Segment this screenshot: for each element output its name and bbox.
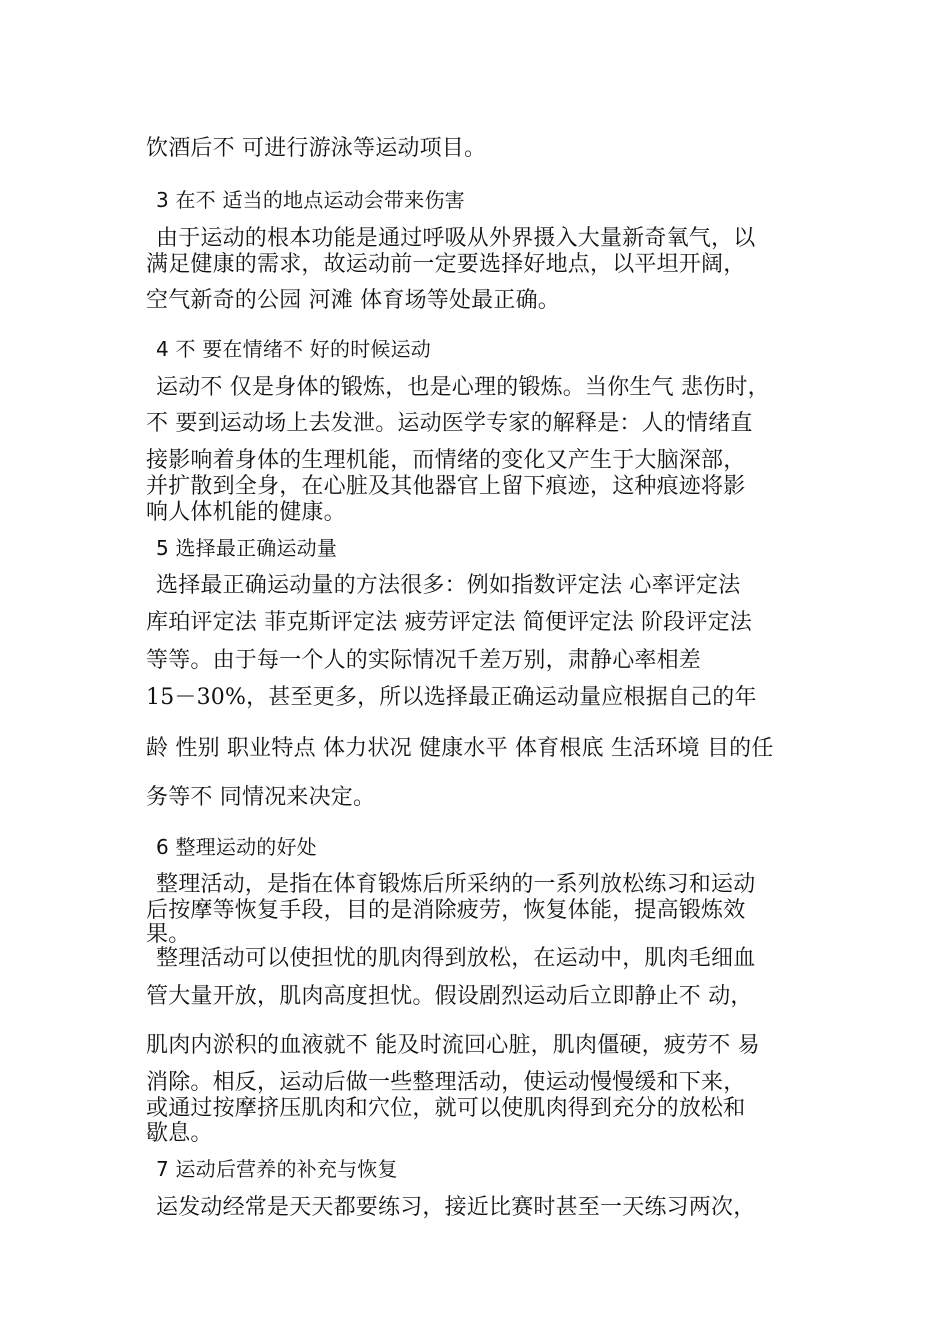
body-text-line: 由于运动的根本功能是通过呼吸从外界摄入大量新奇氧气，以 bbox=[156, 226, 756, 251]
body-text-line: 并扩散到全身，在心脏及其他器官上留下痕迹，这种痕迹将影 bbox=[146, 474, 746, 499]
body-text-line: 选择最正确运动量的方法很多：例如指数评定法 心率评定法 bbox=[156, 573, 741, 598]
body-text-line: 运动不 仅是身体的锻炼，也是心理的锻炼。当你生气 悲伤时， bbox=[156, 375, 770, 400]
body-text-line: 空气新奇的公园 河滩 体育场等处最正确。 bbox=[146, 288, 560, 313]
body-text-line: 歇息。 bbox=[146, 1121, 213, 1146]
body-text-line: 消除。相反，运动后做一些整理活动，使运动慢慢缓和下来， bbox=[146, 1070, 746, 1095]
body-text-line: 或通过按摩挤压肌肉和穴位，就可以使肌肉得到充分的放松和 bbox=[146, 1096, 746, 1121]
body-text-line: 响人体机能的健康。 bbox=[146, 500, 346, 525]
body-text-line: 等等。由于每一个人的实际情况千差万别，肃静心率相差 bbox=[146, 648, 702, 673]
body-text-line: 整理活动，是指在体育锻炼后所采纳的一系列放松练习和运动 bbox=[156, 872, 756, 897]
section-heading-5: 5 选择最正确运动量 bbox=[156, 536, 338, 560]
body-text-line: 务等不 同情况来决定。 bbox=[146, 785, 376, 810]
body-text-line: 饮酒后不 可进行游泳等运动项目。 bbox=[146, 136, 487, 161]
section-heading-4: 4 不 要在情绪不 好的时候运动 bbox=[156, 337, 431, 361]
body-text-line: 接影响着身体的生理机能，而情绪的变化又产生于大脑深部， bbox=[146, 448, 746, 473]
body-text-line: 果。 bbox=[146, 922, 191, 947]
body-text-line: 管大量开放，肌肉高度担忧。假设剧烈运动后立即静止不 动， bbox=[146, 984, 753, 1009]
body-text-line: 满足健康的需求，故运动前一定要选择好地点，以平坦开阔， bbox=[146, 252, 746, 277]
body-text-line: 运发动经常是天天都要练习，接近比赛时甚至一天练习两次， bbox=[156, 1195, 756, 1220]
section-heading-7: 7 运动后营养的补充与恢复 bbox=[156, 1157, 398, 1181]
body-text-line: 后按摩等恢复手段，目的是消除疲劳，恢复体能，提高锻炼效 bbox=[146, 898, 746, 923]
body-text-line: 库珀评定法 菲克斯评定法 疲劳评定法 简便评定法 阶段评定法 bbox=[146, 610, 752, 635]
section-heading-6: 6 整理运动的好处 bbox=[156, 835, 317, 859]
body-text-line: 整理活动可以使担忧的肌肉得到放松，在运动中，肌肉毛细血 bbox=[156, 946, 756, 971]
body-text-line: 15－30%，甚至更多，所以选择最正确运动量应根据自己的年 bbox=[146, 685, 757, 710]
section-heading-3: 3 在不 适当的地点运动会带来伤害 bbox=[156, 188, 465, 212]
body-text-line: 龄 性别 职业特点 体力状况 健康水平 体育根底 生活环境 目的任 bbox=[146, 736, 774, 761]
body-text-line: 肌肉内淤积的血液就不 能及时流回心脏，肌肉僵硬，疲劳不 易 bbox=[146, 1033, 760, 1058]
body-text-line: 不 要到运动场上去发泄。运动医学专家的解释是：人的情绪直 bbox=[146, 411, 753, 436]
